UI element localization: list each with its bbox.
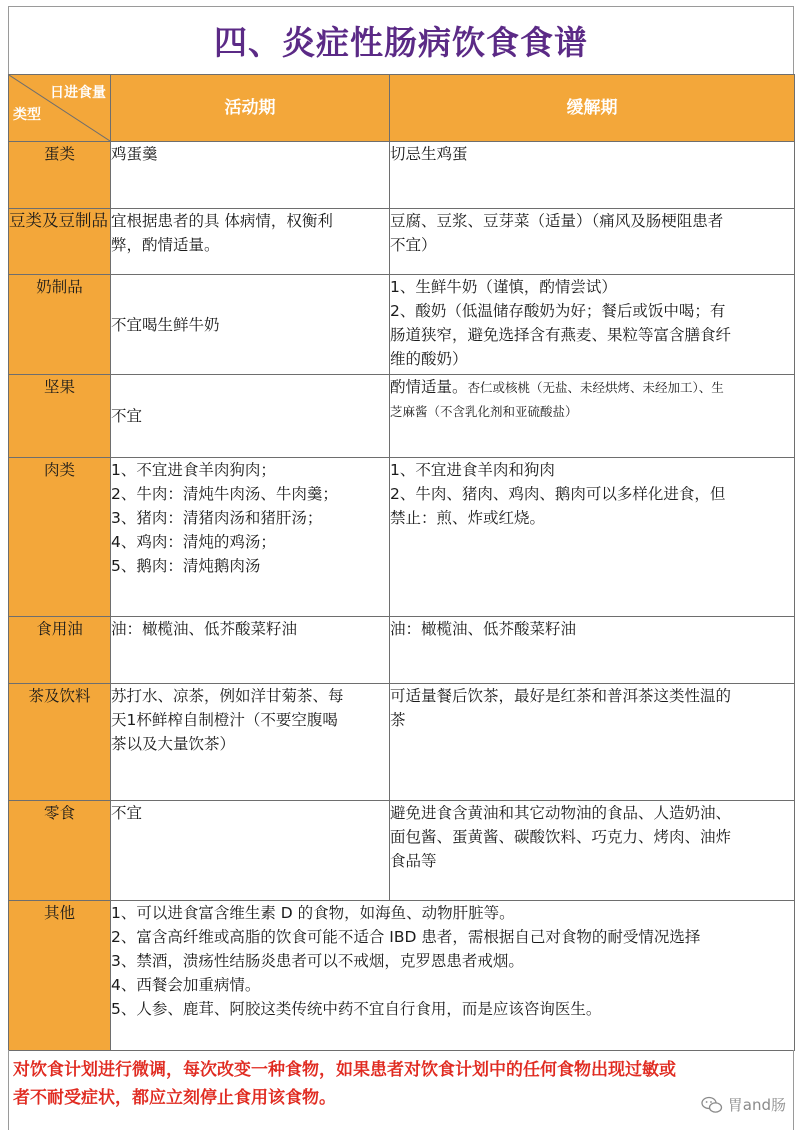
- table-row: [9, 801, 795, 901]
- text-line: 鸡蛋羹: [111, 145, 158, 163]
- merged-cell: [111, 901, 795, 1051]
- watermark: [701, 1094, 786, 1115]
- row-category: 蛋类: [9, 142, 111, 209]
- text-line: 避免进食含黄油和其它动物油的食品、人造奶油、: [390, 804, 732, 822]
- table-header-row: [9, 75, 795, 142]
- active-cell: [111, 375, 390, 458]
- text-line: 油：橄榄油、低芥酸菜籽油: [111, 620, 298, 638]
- text-line: 油：橄榄油、低芥酸菜籽油: [390, 620, 577, 638]
- text-line: 维的酸奶）: [390, 350, 468, 368]
- text-line: 弊，酌情适量。: [111, 236, 220, 254]
- footer-note: [8, 1050, 794, 1130]
- text-line: 食品等: [390, 852, 437, 870]
- text-line: 1、不宜进食羊肉狗肉；: [111, 461, 276, 479]
- footer-line: 者不耐受症状，都应立刻停止食用该食物。: [13, 1088, 336, 1108]
- text-small: 杏仁或核桃（无盐、未经烘烤、未经加工）、生: [467, 380, 724, 395]
- text-line: 面包酱、蛋黄酱、碳酸饮料、巧克力、烤肉、油炸: [390, 828, 732, 846]
- table-row: [9, 275, 795, 375]
- active-cell: [111, 209, 390, 275]
- column-header-active: 活动期: [111, 75, 390, 142]
- remission-cell: [390, 275, 795, 375]
- text-line: 4、西餐会加重病情。: [111, 976, 261, 994]
- text-line: 2、牛肉、猪肉、鸡肉、鹅肉可以多样化进食，但: [390, 485, 726, 503]
- wechat-icon: [701, 1096, 723, 1114]
- text-line: 芝麻酱（不含乳化剂和亚硫酸盐）: [390, 404, 578, 419]
- text-line: 禁止：煎、炸或红烧。: [390, 509, 546, 527]
- text-line: 切忌生鸡蛋: [390, 145, 468, 163]
- text-line: 3、猪肉：清猪肉汤和猪肝汤；: [111, 509, 323, 527]
- text-line: 2、富含高纤维或高脂的饮食可能不适合 IBD 患者，需根据自己对食物的耐受情况选择: [111, 928, 701, 946]
- text-line: 不宜: [111, 407, 143, 425]
- remission-cell: [390, 458, 795, 617]
- row-category: 食用油: [9, 617, 111, 684]
- row-category: 奶制品: [9, 275, 111, 375]
- text-line: 可适量餐后饮茶，最好是红茶和普洱茶这类性温的: [390, 687, 732, 705]
- remission-cell: [390, 617, 795, 684]
- table-row: [9, 684, 795, 801]
- text-line: 2、牛肉：清炖牛肉汤、牛肉羹；: [111, 485, 338, 503]
- text-line: 4、鸡肉：清炖的鸡汤；: [111, 533, 276, 551]
- text-line: 茶以及大量饮茶）: [111, 735, 236, 753]
- text-line: 5、人参、鹿茸、阿胶这类传统中药不宜自行食用，而是应该咨询医生。: [111, 1000, 602, 1018]
- table-row: [9, 375, 795, 458]
- table-row: [9, 617, 795, 684]
- remission-cell: [390, 684, 795, 801]
- text-line: 5、鹅肉：清炖鹅肉汤: [111, 557, 261, 575]
- text-line: [390, 375, 794, 400]
- text-main: 酌情适量。: [390, 378, 468, 396]
- text-line: 1、生鲜牛奶（谨慎，酌情尝试）: [390, 278, 617, 296]
- active-cell: [111, 801, 390, 901]
- table-row: [9, 142, 795, 209]
- text-line: 肠道狭窄，避免选择含有燕麦、果粒等富含膳食纤: [390, 326, 732, 344]
- text-line: 豆腐、豆浆、豆芽菜（适量）（痛风及肠梗阻患者: [390, 212, 724, 230]
- text-line: 茶: [390, 711, 406, 729]
- remission-cell: [390, 142, 795, 209]
- text-line: 1、可以进食富含维生素 D 的食物，如海鱼、动物肝脏等。: [111, 904, 515, 922]
- column-header-remission: 缓解期: [390, 75, 795, 142]
- text-line: 1、不宜进食羊肉和狗肉: [390, 461, 555, 479]
- corner-label-bottom: 类型: [13, 107, 41, 123]
- watermark-text: 胃and肠: [727, 1096, 786, 1114]
- row-category: 坚果: [9, 375, 111, 458]
- remission-cell: [390, 209, 795, 275]
- active-cell: [111, 617, 390, 684]
- text-line: 苏打水、凉茶，例如洋甘菊茶、每: [111, 687, 344, 705]
- footer-line: 对饮食计划进行微调，每次改变一种食物，如果患者对饮食计划中的任何食物出现过敏或: [13, 1060, 676, 1080]
- active-cell: [111, 458, 390, 617]
- table-row: [9, 901, 795, 1051]
- remission-cell: [390, 801, 795, 901]
- diet-table: [8, 74, 795, 1051]
- text-line: 2、酸奶（低温储存酸奶为好；餐后或饭中喝；有: [390, 302, 726, 320]
- row-category: 豆类及豆制品: [9, 209, 111, 275]
- text-line: 天1杯鲜榨自制橙汁（不要空腹喝: [111, 711, 338, 729]
- text-line: 宜根据患者的具 体病情，权衡利: [111, 212, 333, 230]
- text-line: 不宜: [111, 804, 143, 822]
- active-cell: [111, 684, 390, 801]
- table-row: [9, 458, 795, 617]
- active-cell: [111, 275, 390, 375]
- text-line: 不宜）: [390, 236, 437, 254]
- text-line: 不宜喝生鲜牛奶: [111, 315, 220, 334]
- text-line: 3、禁酒，溃疡性结肠炎患者可以不戒烟，克罗恩患者戒烟。: [111, 952, 524, 970]
- remission-cell: [390, 375, 795, 458]
- row-category: 零食: [9, 801, 111, 901]
- row-category: 茶及饮料: [9, 684, 111, 801]
- page-title: 四、炎症性肠病饮食食谱: [8, 6, 794, 74]
- active-cell: [111, 142, 390, 209]
- row-category: 其他: [9, 901, 111, 1051]
- corner-label-top: 日进食量: [50, 85, 106, 101]
- table-row: [9, 209, 795, 275]
- row-category: 肉类: [9, 458, 111, 617]
- corner-header: [9, 75, 111, 142]
